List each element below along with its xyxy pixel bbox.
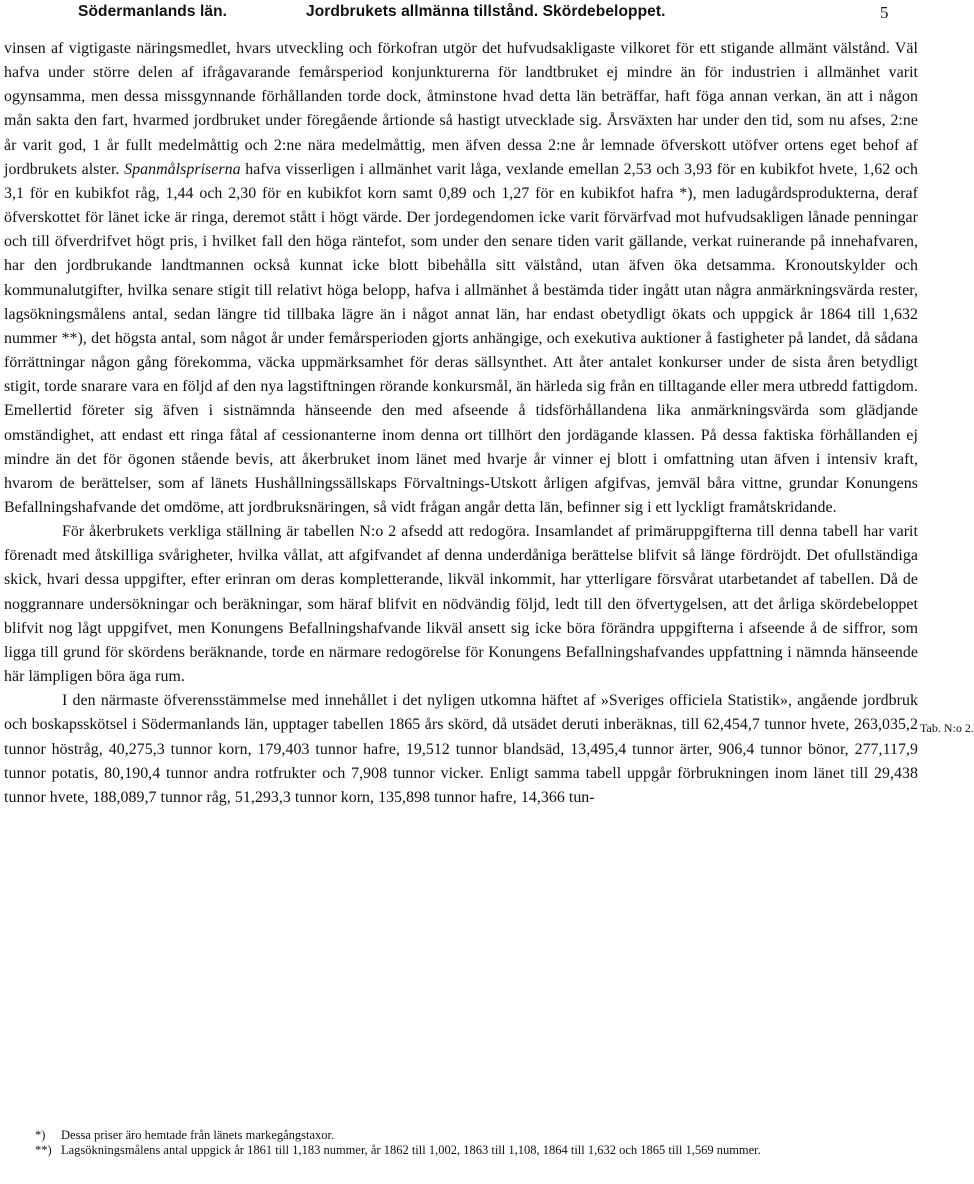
- running-header: [78, 3, 890, 25]
- paragraph: [4, 37, 918, 520]
- paragraph: [4, 689, 918, 810]
- header-section: Jordbrukets allmänna tillstånd. Skördebeloppet.: [306, 3, 666, 20]
- footnotes: [35, 1128, 915, 1158]
- footnote-text: Dessa priser äro hemtade från länets markegångstaxor.: [61, 1128, 335, 1142]
- paragraph-text: I den närmaste öfverensstämmelse med innehållet i det nyligen utkomna häftet af »Sveriges officiela Statistik», angående jordbruk och boskapsskötsel i Södermanlands län, upptager tabellen 1865 års skörd, då utsädet deruti inberäknas, till 62,454,7 tunnor hvete, 263,035,2 tunnor höstråg, 40,275,3 tunnor korn, 179,403 tunnor hafre, 19,512 tunnor blandsäd, 13,495,4 tunnor ärter, 906,4 tunnor bönor, 277,117,9 tunnor potatis, 80,190,4 tunnor andra rotfrukter och 7,908 tunnor vicker. Enligt samma tabell uppgår förbrukningen inom länet till 29,438 tunnor hvete, 188,089,7 tunnor råg, 51,293,3 tunnor korn, 135,898 tunnor hafre, 14,366 tun-: [4, 692, 918, 806]
- footnote-text: Lagsökningsmålens antal uppgick år 1861 till 1,183 nummer, år 1862 till 1,002, 1863 till 1,108, 1864 till 1,632 och 1865 till 1,569 nummer.: [61, 1143, 761, 1157]
- emphasis-text: Spanmålspriserna: [124, 160, 241, 178]
- footnote: [35, 1143, 915, 1158]
- paragraph-text: hafva visserligen i allmänhet varit låga, vexlande emellan 2,53 och 3,93 för en kubikfot hvete, 1,62 och 3,1 för en kubikfot råg, 1,44 och 2,30 för en kubikfot korn samt 0,89 och 1,27 för en kubikfot hafra *), men ladugårdsprodukterna, deraf öfverskottet för länet icke är ringa, deremot stått i högt värde. Der jordegendomen icke varit förvärfvad mot hufvudsakligen lånade penningar och till öfverdrifvet högt pris, i hvilket fall den höga räntefot, som under den senare tiden varit gällande, verkat ruinerande på innehafvaren, har den jordbrukande landtmannen också kunnat icke blott bibehålla sitt välstånd, utan äfven öka detsamma. Kronoutskylder och kommunalutgifter, hvilka senare stigit till relativt höga belopp, hafva i allmänhet å bestämda tider ingått utan några anmärkningsvärda rester, lagsökningsmålens antal, sedan längre tid tillbaka lägre än i något annat län, har endast obetydligt ökats och uppgick år 1864 till 1,632 nummer **), det högsta antal, som något år under femårsperioden gjorts anhängige, och exekutiva auktioner å fastigheter på landet, då sådana förrättningar någon gång förekomma, väcka uppmärksamhet för deras sällsynthet. Att åter antalet konkurser under de sista åren betydligt stigit, torde snarare vara en följd af den nya lagstiftningen rörande konkursmål, än härleda sig från en tilltagande eller mera utbredd fattigdom. Emellertid företer sig äfven i sistnämnda hänseende den med afseende å tidsförhållandena lika anmärkningsvärda som glädjande omständighet, att endast ett ringa fåtal af cessionanterne inom denna ort tillhört den jordägande klassen. På dessa faktiska förhållanden ej mindre än det för ögonen stående bevis, att åkerbruket inom länet med hvarje år vinner ej blott i omfattning utan äfven i intensiv kraft, hvarom de berättelser, som af länets Hushållningssällskaps Förvaltnings-Utskott årligen afgifvas, jemväl båra vittne, grundar Konungens Befallningshafvande det omdöme, att jordbruksnäringen, så vidt frågan angår detta län, befinner sig i ett lyckligt framåtskridande.: [4, 160, 918, 516]
- header-county: Södermanlands län.: [78, 3, 228, 20]
- page-number: 5: [880, 3, 889, 22]
- margin-note-table-ref: Tab. N:o 2.: [920, 721, 974, 735]
- footnote-mark: **): [35, 1143, 52, 1157]
- paragraph-text: För åkerbrukets verkliga ställning är tabellen N:o 2 afsedd att redogöra. Insamlandet af primäruppgifterna till denna tabell har varit förenadt med åtskilliga svårigheter, hvilka vållat, att afgifvandet af denna underdåniga berättelse blifvit så länge fördröjdt. Det ofullständiga skick, hvari dessa uppgifter, efter erinran om deras kompletterande, likväl inkommit, har ytterligare försvårat utarbetandet af tabellen. Då de noggrannare undersökningar och beräkningar, som häraf blifvit en nödvändig följd, ledt till den öfvertygelsen, att det årliga skördebeloppet blifvit nog lågt uppgifvet, men Konungens Befallningshafvande likväl ansett sig icke böra förändra uppgifterna i afseende å de siffror, som ligga till grund för skördens beräknande, torde en närmare redogörelse för Konungens Befallningshafvandes uppfattning i nämnda hänseende här lämpligen böra äga rum.: [4, 523, 918, 686]
- paragraph: [4, 520, 918, 689]
- footnote: [35, 1128, 915, 1143]
- footnote-mark: *): [35, 1128, 46, 1142]
- body-text: [4, 37, 918, 810]
- paragraph-text: vinsen af vigtigaste näringsmedlet, hvars utveckling och förkofran utgör det hufvudsakligaste vilkoret för ett stigande allmänt välstånd. Väl hafva under större delen af ifrågavarande femårsperiod konjunkturerna för landtbruket ej mindre än för industrien i allmänhet varit ogynsamma, men dessa missgynnande förhållanden torde dock, åtminstone hvad detta län beträffar, haft föga annan verkan, än att i någon mån sakta den fart, hvarmed jordbruket under föregående årtionde så hastigt utvecklade sig. Årsväxten har under den tid, som nu afses, 2:ne år varit god, 1 år fullt medelmåttig och 2:ne nära medelmåttig, men äfven dessa 2:ne år lemnade öfverskott utöfver ortens eget behof af jordbrukets alster.: [4, 40, 918, 178]
